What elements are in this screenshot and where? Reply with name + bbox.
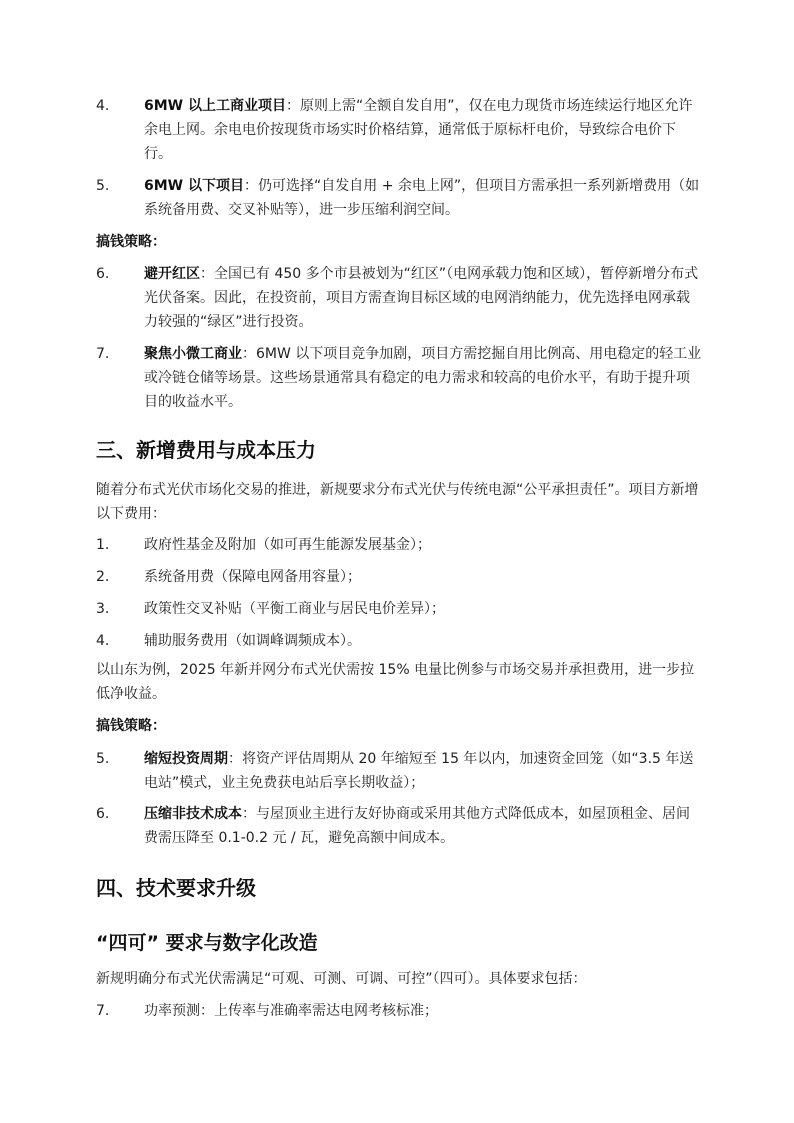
list-body: 政策性交叉补贴（平衡工商业与居民电价差异）；: [144, 601, 445, 617]
item-title: 6MW 以下项目: [144, 178, 244, 194]
list-item-5: [96, 174, 702, 222]
strategy-label: 搞钱策略：: [96, 718, 166, 734]
fee-item-3: [96, 597, 702, 621]
fee-item-1: [96, 533, 702, 557]
fee-item-2: [96, 565, 702, 589]
item-text: ：全国已有 450 多个市县被划为“红区”（电网承载力饱和区域），暂停新增分布式光伏备案。因此，在投资前，项目方需查询目标区域的电网消纳能力，优先选择电网承载力较强的“绿区”进行投资。: [144, 266, 699, 330]
list-body: [144, 94, 702, 166]
list-number: 5.: [96, 178, 110, 194]
list-number: 1.: [96, 537, 110, 553]
list-body: 辅助服务费用（如调峰调频成本）。: [144, 633, 361, 649]
item-text: ：与屋顶业主进行友好协商或采用其他方式降低成本，如屋顶租金、居间费需压降至 0.1-0.2 元 / 瓦，避免高额中间成本。: [144, 806, 690, 846]
strategy-item-5: [96, 747, 702, 795]
item-title: 避开红区: [144, 266, 200, 282]
section-heading: 三、新增费用与成本压力: [96, 438, 316, 462]
list-body: [144, 747, 702, 795]
list-number: 2.: [96, 569, 110, 585]
fee-item-4: [96, 629, 702, 653]
list-item-7b: [96, 999, 702, 1023]
list-body: 政府性基金及附加（如可再生能源发展基金）；: [144, 537, 431, 553]
list-number: 4.: [96, 633, 110, 649]
item-text: ：6MW 以下项目竞争加剧，项目方需挖掘自用比例高、用电稳定的轻工业或冷链仓储等场景。这些场景通常具有稳定的电力需求和较高的电价水平，有助于提升项目的收益水平。: [144, 346, 702, 410]
list-number: 5.: [96, 751, 110, 767]
item-text: ：仍可选择“自发自用 + 余电上网”，但项目方需承担一系列新增费用（如系统备用费、交叉补贴等），进一步压缩利润空间。: [144, 178, 700, 218]
list-item-4: [96, 94, 702, 166]
list-body: [144, 802, 702, 850]
list-item-7: [96, 342, 702, 414]
strategy-item-6: [96, 802, 702, 850]
list-item-6: [96, 262, 702, 334]
list-number: 7.: [96, 1003, 110, 1019]
item-title: 聚焦小微工商业: [144, 346, 242, 362]
sub-heading: “四可” 要求与数字化改造: [96, 932, 318, 954]
strategy-label: 搞钱策略：: [96, 234, 166, 250]
item-title: 压缩非技术成本: [144, 806, 242, 822]
paragraph: 新规明确分布式光伏需满足“可观、可测、可调、可控”（四可）。具体要求包括：: [96, 971, 587, 987]
list-number: 4.: [96, 98, 110, 114]
list-number: 7.: [96, 346, 110, 362]
list-number: 6.: [96, 806, 110, 822]
list-body: 系统备用费（保障电网备用容量）；: [144, 569, 361, 585]
list-body: [144, 262, 702, 334]
list-number: 3.: [96, 601, 110, 617]
list-number: 6.: [96, 266, 110, 282]
list-body: [144, 174, 702, 222]
list-body: [144, 342, 702, 414]
item-title: 6MW 以上工商业项目: [144, 98, 286, 114]
section-heading: 四、技术要求升级: [96, 876, 256, 900]
item-title: 缩短投资周期: [144, 751, 228, 767]
paragraph: 随着分布式光伏市场化交易的推进，新规要求分布式光伏与传统电源“公平承担责任”。项目方新增以下费用：: [96, 482, 699, 522]
item-text: ：原则上需“全额自发自用”，仅在电力现货市场连续运行地区允许余电上网。余电电价按现货市场实时价格结算，通常低于原标杆电价，导致综合电价下行。: [144, 98, 693, 162]
list-body: 功率预测：上传率与准确率需达电网考核标准；: [144, 1003, 438, 1019]
paragraph: 以山东为例，2025 年新并网分布式光伏需按 15% 电量比例参与市场交易并承担费用，进一步拉低净收益。: [96, 662, 695, 702]
item-text: ：将资产评估周期从 20 年缩短至 15 年以内，加速资金回笼（如“3.5 年送电站”模式，业主免费获电站后享长期收益）；: [144, 751, 694, 791]
